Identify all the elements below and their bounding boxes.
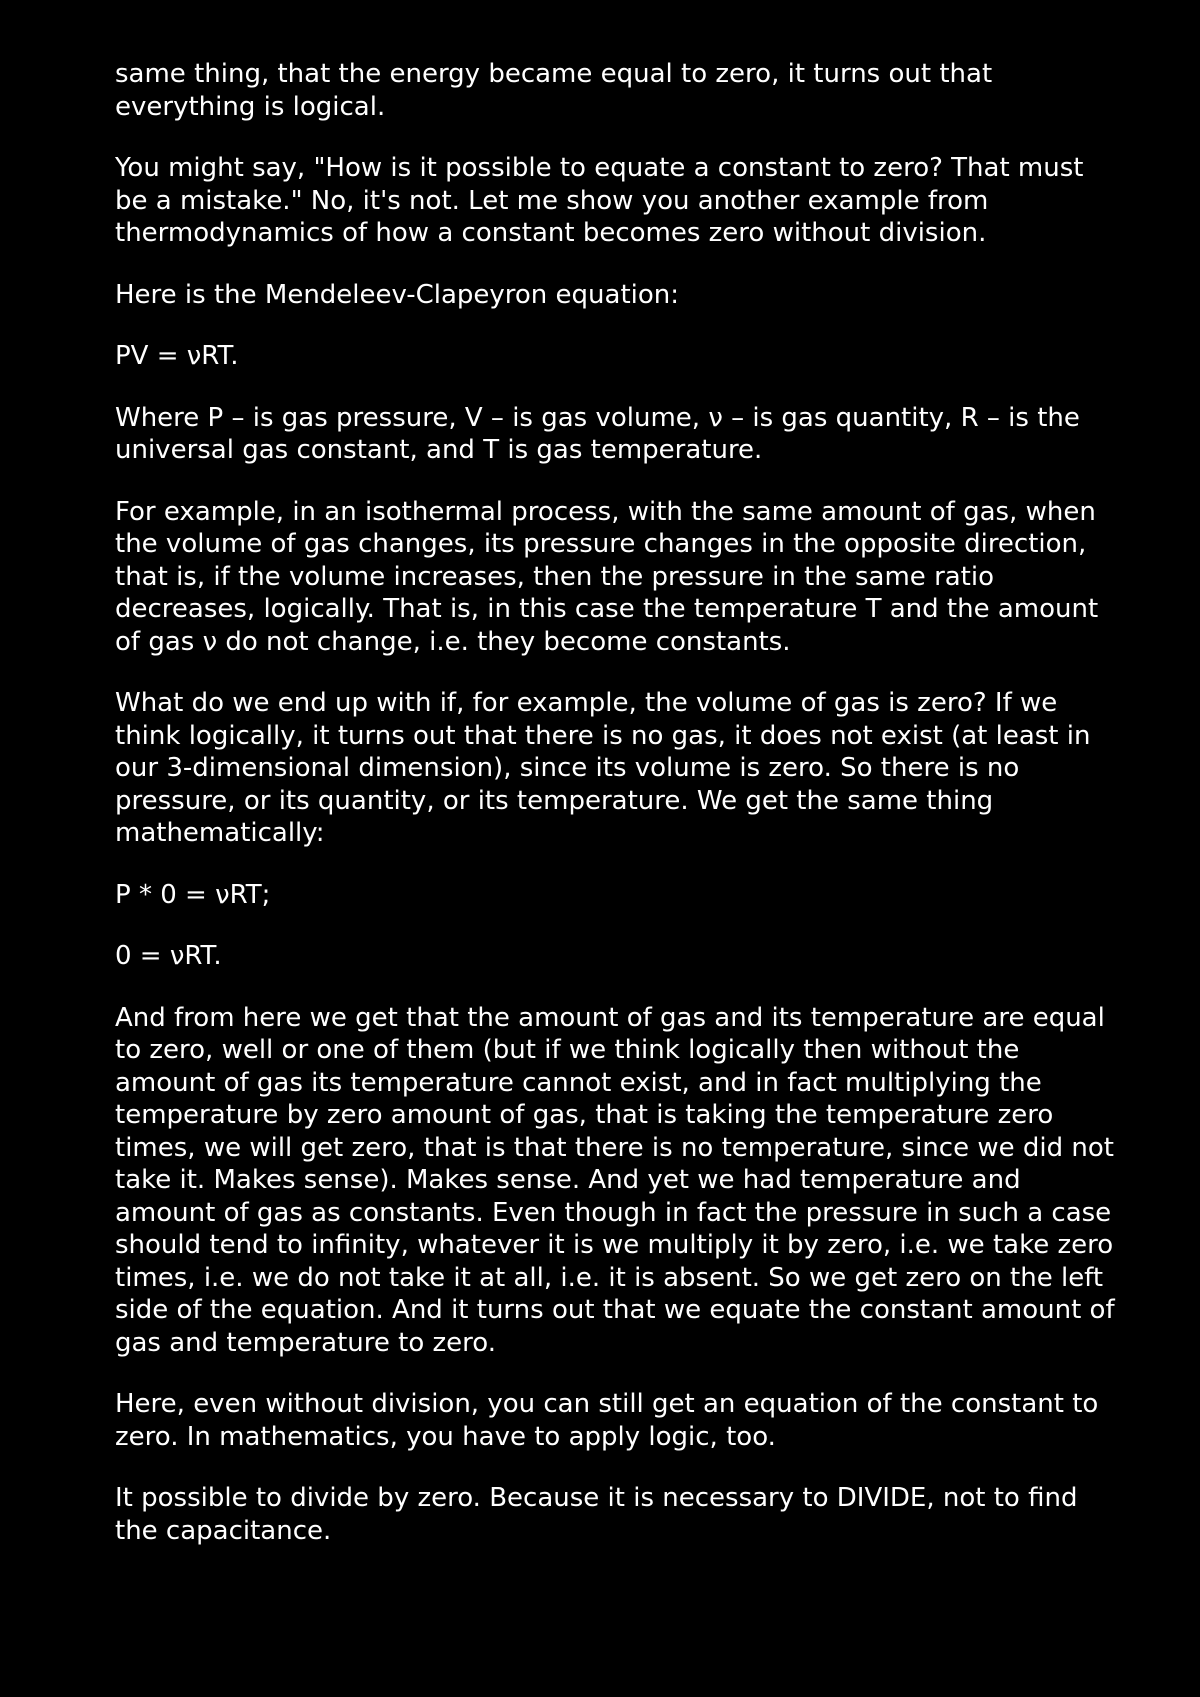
paragraph-energy-zero: same thing, that the energy became equal to zero, it turns out that everything is logical. — [115, 59, 993, 122]
equation-zero-equals: 0 = νRT. — [115, 941, 222, 971]
paragraph-amount-and-temperature: And from here we get that the amount of gas and its temperature are equal to zero, well or one of them (but if we think logically then without the amount of gas its temperature cannot exist, and in fact multiplying the temperature by zero amount of gas, that is taking the temperature zero times, we will get zero, that is that there is no temperature, since we did not take it. Makes sense). Makes sense. And yet we had temperature and amount of gas as constants. Even though in fact the pressure in such a case should tend to infinity, whatever it is we multiply it by zero, i.e. we take zero times, i.e. we do not take it at all, i.e. it is absent. So we get zero on the left side of the equation. And it turns out that we equate the constant amount of gas and temperature to zero. — [115, 1002, 1115, 1358]
paragraph-equation-intro: Here is the Mendeleev-Clapeyron equation: — [115, 279, 680, 310]
paragraph-without-division: Here, even without division, you can still get an equation of the constant to zero. In mathematics, you have to apply logic, too. — [115, 1389, 1099, 1452]
paragraph-variable-definitions: Where P – is gas pressure, V – is gas volume, ν – is gas quantity, R – is the universal gas constant, and T is gas temperature. — [115, 402, 1080, 465]
paragraph-zero-volume: What do we end up with if, for example, the volume of gas is zero? If we think logically, it turns out that there is no gas, it does not exist (at least in our 3-dimensional dimension), since its volume is zero. So there is no pressure, or its quantity, or its temperature. We get the same thing mathematically: — [115, 688, 1091, 848]
equation-mendeleev-clapeyron: PV = νRT. — [115, 341, 239, 371]
paragraph-isothermal-process: For example, in an isothermal process, with the same amount of gas, when the volume of gas changes, its pressure changes in the opposite direction, that is, if the volume increases, then the pressure in the same ratio decreases, logically. That is, in this case the temperature T and the amount of gas ν do not change, i.e. they become constants. — [115, 496, 1099, 657]
paragraph-constant-to-zero: You might say, "How is it possible to equate a constant to zero? That must be a mistake." No, it's not. Let me show you another example from thermodynamics of how a constant becomes zero without division. — [115, 153, 1084, 248]
document-body — [115, 58, 1115, 1576]
paragraph-divide-by-zero: It possible to divide by zero. Because it is necessary to DIVIDE, not to find the capacitance. — [115, 1483, 1078, 1546]
equation-p-times-zero: P * 0 = νRT; — [115, 879, 271, 910]
